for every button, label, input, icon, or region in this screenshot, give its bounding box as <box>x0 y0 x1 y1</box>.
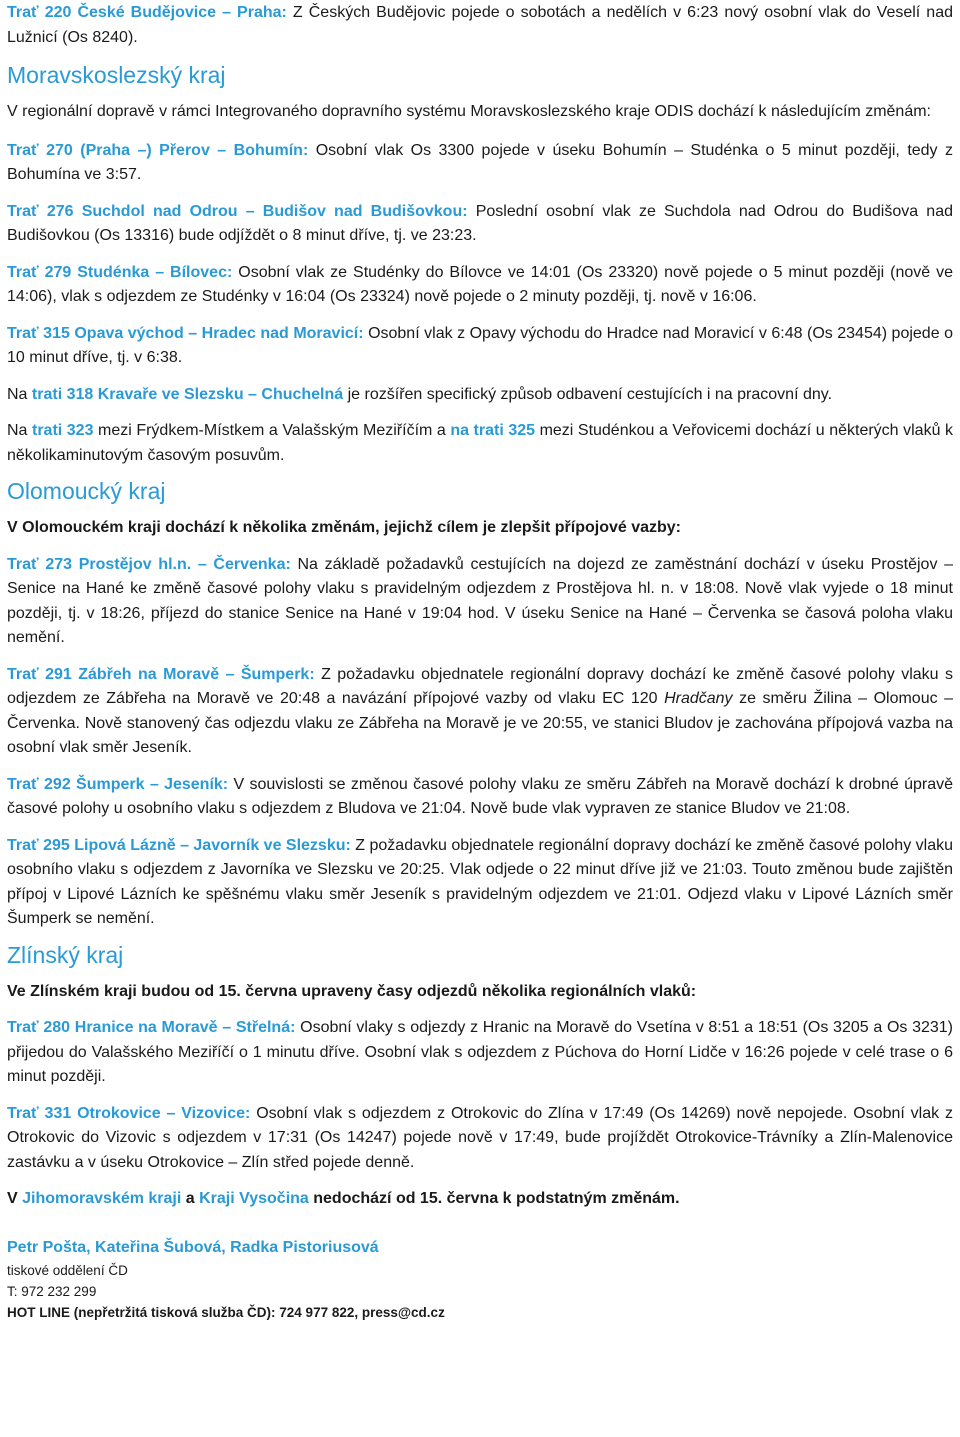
zlin-intro <box>7 980 953 1005</box>
heading-moravskoslezsky-kraj: Moravskoslezský kraj <box>7 62 226 88</box>
trat-295-text: Z požadavku objednatele regionální dopravy dochází ke změně časové polohy vlaku osobního vlaku s odjezdem z Javorníka ve Slezsku ve 20:25. Vlak odjede o 22 minut dříve již ve 21:03. Touto změnou bude zajištěn přípoj v Lipové Lázních ke spěšnému vlaku směr Jeseník s pravidelným odjezdem ve 21:01. Odjezd vlaku v Lipové Lázních směr Šumperk se nemění. <box>7 836 953 927</box>
paragraph-trat-220 <box>7 1 953 50</box>
trat-292-heading: Trať 292 Šumperk – Jeseník: <box>7 775 229 793</box>
olo-intro <box>7 516 953 541</box>
paragraph-trat-270 <box>7 139 953 188</box>
paragraph-trat-323-325 <box>7 419 953 468</box>
trat-270-text: Osobní vlak Os 3300 pojede v úseku Bohumín – Studénka o 5 minut později, tedy z Bohumína ve 3:57. <box>7 141 953 183</box>
trat-323-middle: mezi Frýdkem-Místkem a Valašským Meziříčím a <box>93 422 451 439</box>
trat-291-text-2: ze směru Žilina – Olomouc – Červenka. Nově stanovený čas odjezdu vlaku ze Zábřeha na Moravě je ve 20:55, ve stanici Bludov je zachována přípojová vazba na osobní vlak směr Jeseník. <box>7 690 954 756</box>
heading-olomoucky-kraj: Olomoucký kraj <box>7 478 166 504</box>
trat-273-text: Na základě požadavků cestujících na dojezd ze zaměstnání dochází v úseku Prostějov – Senice na Hané ke změně časové polohy vlaku s pravidelným odjezdem z Prostějova hl. n. v 18:08. Nově vlak vyjede o 18 minut později, tj. v 18:26, příjezd do stanice Senice na Hané v 19:04 hod. V úseku Senice na Hané – Červenka se časová poloha vlaku nemění. <box>7 555 954 646</box>
document-page <box>0 1 960 1323</box>
paragraph-trat-315 <box>7 322 953 371</box>
trat-292-text: V souvislosti se změnou časové polohy vlaku ze směru Zábřeh na Moravě dochází k drobné úpravě časové polohy u osobního vlaku s odjezdem z Bludova ve 21:04. Nově bude vlak vypraven ze stanice Bludov ve 21:08. <box>7 775 954 817</box>
trat-220-text: Z Českých Budějovic pojede o sobotách a nedělích v 6:23 nový osobní vlak do Veselí nad Lužnicí (Os 8240). <box>7 4 954 46</box>
closing-c: a <box>181 1190 200 1207</box>
trat-273-heading: Trať 273 Prostějov hl.n. – Červenka: <box>7 555 291 573</box>
trat-318-heading: trati 318 Kravaře ve Slezsku – Chuchelná <box>31 385 344 403</box>
paragraph-trat-279 <box>7 261 953 310</box>
trat-295-heading: Trať 295 Lipová Lázně – Javorník ve Slezsku: <box>7 836 351 854</box>
trat-280-heading: Trať 280 Hranice na Moravě – Střelná: <box>7 1019 296 1036</box>
trat-331-text: Osobní vlak s odjezdem z Otrokovic do Zlína v 17:49 (Os 14269) nově nepojede. Osobní vlak z Otrokovic do Vizovic s odjezdem v 17:31 (Os 14247) pojede nově v 17:49, bude projíždět Otrokovice-Trávníky a Zlín-Malenovice zastávku a v úseku Otrokovice – Zlín střed pojede denně. <box>7 1104 953 1171</box>
olo-intro-text: V Olomouckém kraji dochází k několika změnám, jejichž cílem je zlepšit přípojové vazby: <box>7 519 682 536</box>
trat-220-heading: Trať 220 České Budějovice – Praha: <box>7 4 287 21</box>
trat-325-link[interactable]: na trati 325 <box>450 422 536 439</box>
trat-279-heading: Trať 279 Studénka – Bílovec: <box>7 263 233 281</box>
trat-315-heading: Trať 315 Opava východ – Hradec nad Moravicí: <box>7 324 364 342</box>
hotline-text[interactable]: HOT LINE (nepřetržitá tisková služba ČD): 724 977 822, press@cd.cz <box>7 1305 445 1320</box>
trat-318-prefix: Na <box>7 385 32 403</box>
footer-phone <box>7 1281 953 1302</box>
footer-authors <box>7 1236 953 1261</box>
msk-intro <box>7 100 953 125</box>
zlin-intro-text: Ve Zlínském kraji budou od 15. června upraveny časy odjezdů několika regionálních vlaků: <box>7 982 697 1000</box>
trat-291-train-name: Hradčany <box>664 690 733 707</box>
trat-323-text: mezi Studénkou a Veřovicemi dochází u některých vlaků k několikaminutovým časovým posuvům. <box>7 422 954 464</box>
trat-318-text: je rozšířen specifický způsob odbavení cestujících i na pracovní dny. <box>343 385 833 403</box>
closing-kraj-vysocina: Kraji Vysočina <box>199 1190 309 1207</box>
phone-text: T: 972 232 299 <box>7 1284 97 1299</box>
trat-276-heading: Trať 276 Suchdol nad Odrou – Budišov nad Budišovkou: <box>7 202 468 220</box>
trat-323-link[interactable]: trati 323 <box>32 422 94 439</box>
trat-291-text-1: Z požadavku objednatele regionální dopravy dochází ke změně časové polohy vlaku s odjezdem ze Zábřeha na Moravě ve 20:48 a navázání přípojové vazby od vlaku EC 120 <box>7 665 953 707</box>
paragraph-trat-276 <box>7 200 953 249</box>
paragraph-trat-292 <box>7 773 953 822</box>
department-text: tiskové oddělení ČD <box>7 1263 128 1278</box>
footer-hotline <box>7 1302 953 1323</box>
heading-zlinsky-kraj: Zlínský kraj <box>7 941 124 968</box>
trat-331-heading: Trať 331 Otrokovice – Vizovice: <box>7 1104 251 1122</box>
closing-a: V <box>7 1190 23 1207</box>
paragraph-trat-273 <box>7 553 953 651</box>
paragraph-trat-295 <box>7 834 953 932</box>
authors-text: Petr Pošta, Kateřina Šubová, Radka Pistoriusová <box>7 1238 379 1256</box>
trat-291-heading: Trať 291 Zábřeh na Moravě – Šumperk: <box>7 665 315 683</box>
trat-279-text: Osobní vlak ze Studénky do Bílovce ve 14:01 (Os 23320) nově pojede o 5 minut později (nově ve 14:06), vlak s odjezdem ze Studénky v 16:04 (Os 23324) nově pojede o 2 minuty později, tj. nově v 16:06. <box>7 263 954 305</box>
paragraph-trat-318 <box>7 383 953 408</box>
trat-315-text: Osobní vlak z Opavy východu do Hradce nad Moravicí v 6:48 (Os 23454) pojede o 10 minut dříve, tj. v 6:38. <box>7 324 953 366</box>
msk-intro-text: V regionální dopravě v rámci Integrovaného dopravního systému Moravskoslezského kraje ODIS dochází k následujícím změnám: <box>7 103 931 120</box>
trat-270-heading: Trať 270 (Praha –) Přerov – Bohumín: <box>7 141 309 159</box>
trat-280-text: Osobní vlaky s odjezdy z Hranic na Moravě do Vsetína v 8:51 a 18:51 (Os 3205 a Os 3231) přijedou do Valašského Meziříčí o 1 minutu dříve. Osobní vlak s odjezdem z Púchova do Horní Lidče v 16:26 pojede v celé trase o 6 minut později. <box>7 1019 954 1085</box>
closing-statement <box>7 1187 953 1212</box>
closing-e: nedochází od 15. června k podstatným změnám. <box>308 1190 680 1207</box>
trat-323-prefix: Na <box>7 422 32 439</box>
closing-jihomoravsky-kraj: Jihomoravském kraji <box>22 1190 182 1207</box>
paragraph-trat-331 <box>7 1102 953 1176</box>
paragraph-trat-280 <box>7 1016 953 1090</box>
footer-department <box>7 1260 953 1281</box>
trat-276-text: Poslední osobní vlak ze Suchdola nad Odrou do Budišova nad Budišovkou (Os 13316) bude odjíždět o 8 minut dříve, tj. ve 23:23. <box>7 202 953 244</box>
paragraph-trat-291 <box>7 663 953 761</box>
